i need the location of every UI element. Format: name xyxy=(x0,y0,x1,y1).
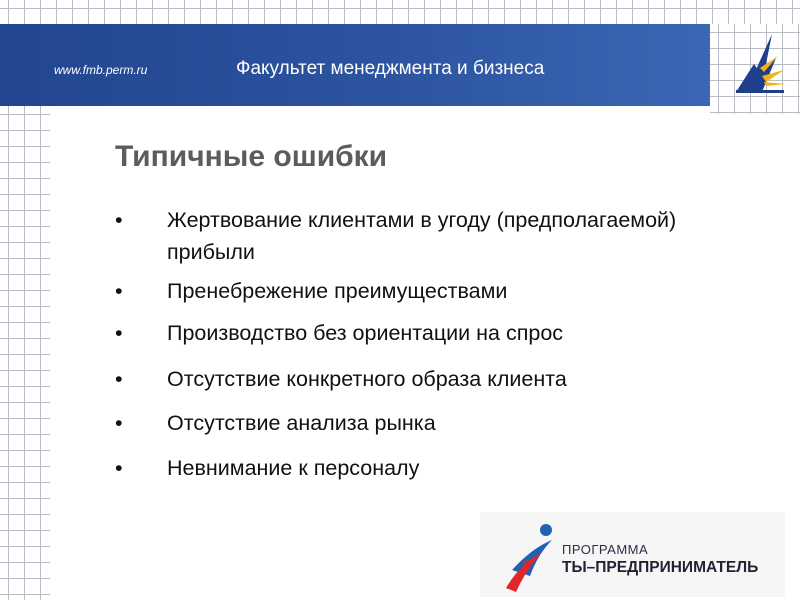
grid-decoration-top xyxy=(0,0,800,24)
bullet-text: Невнимание к персоналу xyxy=(167,456,420,480)
bullet-icon: • xyxy=(115,279,123,303)
program-label: ПРОГРАММА xyxy=(562,542,649,557)
site-url: www.fmb.perm.ru xyxy=(54,63,148,77)
program-name: ТЫ–ПРЕДПРИНИМАТЕЛЬ xyxy=(562,559,759,576)
bullet-text: Производство без ориентации на спрос xyxy=(167,321,564,345)
bullet-icon: • xyxy=(115,411,123,435)
bullet-text: Пренебрежение преимуществами xyxy=(167,279,508,303)
bullet-icon: • xyxy=(115,208,123,232)
bullet-text: Отсутствие конкретного образа клиента xyxy=(167,367,567,391)
grid-decoration-left xyxy=(0,106,50,600)
bullet-icon: • xyxy=(115,367,123,391)
bullet-icon: • xyxy=(115,456,123,480)
slide-title: Типичные ошибки xyxy=(115,140,388,173)
bullet-icon: • xyxy=(115,321,123,345)
runner-icon xyxy=(502,518,560,594)
faculty-name: Факультет менеджмента и бизнеса xyxy=(236,58,545,79)
faculty-logo-icon xyxy=(732,30,788,96)
program-logo xyxy=(480,512,785,597)
bullet-text: Жертвование клиентами в угоду (предполагаемой) прибыли xyxy=(167,208,677,264)
bullet-text: Отсутствие анализа рынка xyxy=(167,411,436,435)
